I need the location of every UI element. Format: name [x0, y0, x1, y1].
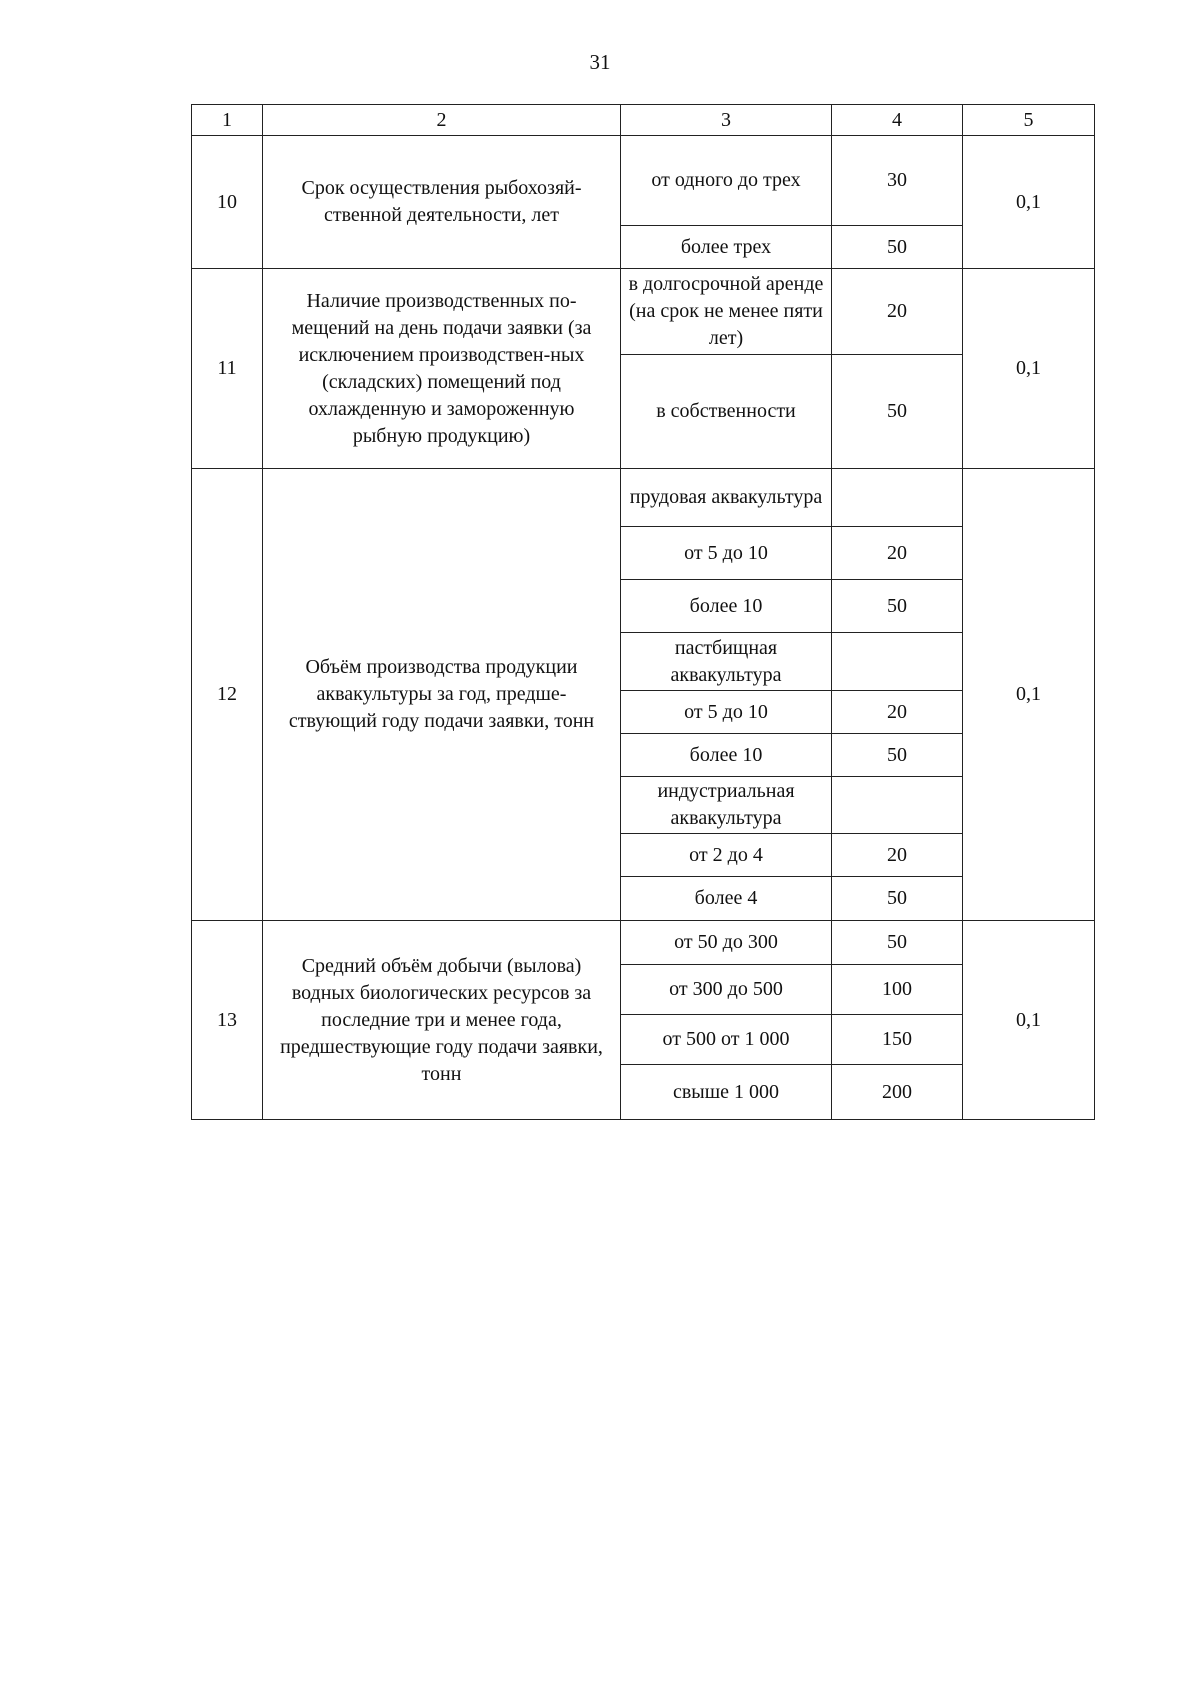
table-row — [192, 269, 1095, 355]
option-label: от 5 до 10 — [621, 527, 832, 580]
criterion-text: Средний объём добычи (вылова) водных биологических ресурсов за последние три и менее года, предшествующие году подачи заявки, тонн — [280, 954, 603, 1085]
table-row — [192, 136, 1095, 226]
header-cell: 5 — [963, 105, 1095, 136]
weight-cell: 0,1 — [963, 469, 1095, 921]
option-label: свыше 1 000 — [621, 1065, 832, 1120]
option-points: 50 — [832, 226, 963, 269]
header-cell: 4 — [832, 105, 963, 136]
option-label: от одного до трех — [621, 136, 832, 226]
criteria-table — [191, 104, 1095, 1120]
row-number: 12 — [192, 469, 263, 921]
criterion-cell — [263, 136, 621, 269]
option-points: 20 — [832, 527, 963, 580]
option-points: 20 — [832, 691, 963, 734]
option-points: 20 — [832, 269, 963, 355]
table-row — [192, 469, 1095, 527]
header-cell: 3 — [621, 105, 832, 136]
option-points: 200 — [832, 1065, 963, 1120]
page-number: 31 — [589, 50, 611, 74]
option-points: 150 — [832, 1015, 963, 1065]
option-points: 50 — [832, 580, 963, 633]
header-cell: 2 — [263, 105, 621, 136]
row-number: 11 — [192, 269, 263, 469]
option-label: более трех — [621, 226, 832, 269]
option-label: индустриальная аквакультура — [621, 777, 832, 834]
criterion-cell — [263, 269, 621, 469]
row-number: 13 — [192, 921, 263, 1120]
criterion-text: Наличие производственных по-мещений на день подачи заявки (за исключением производствен-ных (складских) помещений под охлажденную и замороженную рыбную продукцию) — [291, 289, 592, 447]
option-label: в собственности — [621, 355, 832, 469]
option-label: в долгосрочной аренде (на срок не менее пяти лет) — [621, 269, 832, 355]
criterion-text: Объём производства продукции аквакультуры за год, предше-ствующий году подачи заявки, тонн — [288, 656, 595, 732]
option-points: 50 — [832, 877, 963, 921]
option-label: более 4 — [621, 877, 832, 921]
option-label: от 2 до 4 — [621, 834, 832, 877]
option-points: 20 — [832, 834, 963, 877]
header-cell: 1 — [192, 105, 263, 136]
option-label: от 500 от 1 000 — [621, 1015, 832, 1065]
option-label: от 5 до 10 — [621, 691, 832, 734]
option-points: 50 — [832, 355, 963, 469]
option-label: от 50 до 300 — [621, 921, 832, 965]
option-points — [832, 777, 963, 834]
criterion-cell — [263, 921, 621, 1120]
option-points: 30 — [832, 136, 963, 226]
option-label: от 300 до 500 — [621, 965, 832, 1015]
option-points: 50 — [832, 921, 963, 965]
weight-cell: 0,1 — [963, 269, 1095, 469]
option-label: более 10 — [621, 580, 832, 633]
criterion-text: Срок осуществления рыбохозяй-ственной деятельности, лет — [301, 177, 582, 226]
table-header-row — [192, 105, 1095, 136]
option-label: пастбищная аквакультура — [621, 633, 832, 691]
weight-cell: 0,1 — [963, 921, 1095, 1120]
row-number: 10 — [192, 136, 263, 269]
option-points: 100 — [832, 965, 963, 1015]
option-label: более 10 — [621, 734, 832, 777]
table-row — [192, 921, 1095, 965]
option-label: прудовая аквакультура — [621, 469, 832, 527]
option-points — [832, 633, 963, 691]
option-points: 50 — [832, 734, 963, 777]
weight-cell: 0,1 — [963, 136, 1095, 269]
criterion-cell — [263, 469, 621, 921]
option-points — [832, 469, 963, 527]
